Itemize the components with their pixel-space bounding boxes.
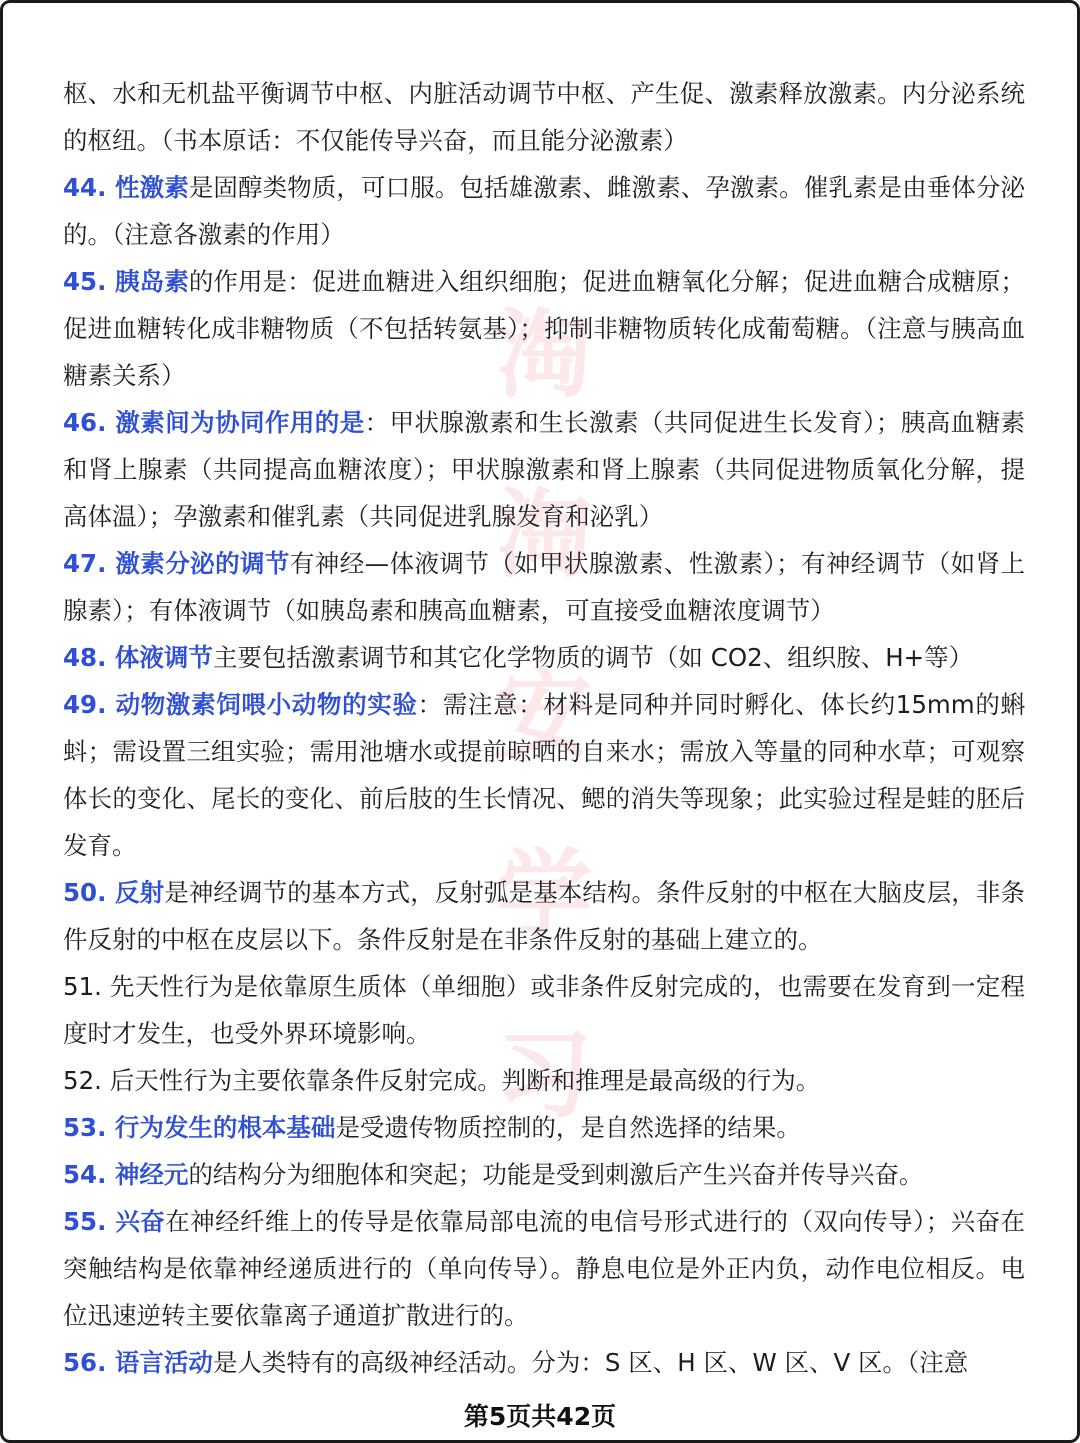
item-heading: 56. 语言活动	[63, 1348, 213, 1377]
item-heading: 47. 激素分泌的调节	[63, 549, 290, 578]
watermark-char: 学	[496, 838, 592, 951]
item-text: 的作用是：促进血糖进入组织细胞；促进血糖氧化分解；促进血糖合成糖原；促进血糖转化成非糖物质（不包括转氨基）；抑制非糖物质转化成葡萄糖。（注意与胰高血糖素关系）	[63, 267, 1026, 390]
paragraph-item-54	[63, 1151, 1025, 1198]
item-text: 51. 先天性行为是依靠原生质体（单细胞）或非条件反射完成的，也需要在发育到一定程度时才发生，也受外界环境影响。	[63, 972, 1025, 1048]
paragraph-item-45	[63, 258, 1025, 399]
watermark-char: 淘	[496, 298, 592, 411]
item-text: 是受遗传物质控制的，是自然选择的结果。	[335, 1113, 801, 1142]
paragraph-continuation	[63, 70, 1025, 164]
item-text: 是神经调节的基本方式，反射弧是基本结构。条件反射的中枢在大脑皮层，非条件反射的中枢在皮层以下。条件反射是在非条件反射的基础上建立的。	[63, 878, 1026, 954]
paragraph-item-46	[63, 399, 1025, 540]
paragraph-item-56	[63, 1339, 1025, 1386]
page-number: 第5页共42页	[463, 1402, 617, 1431]
item-heading: 46. 激素间为协同作用的是	[63, 408, 365, 437]
watermark-char: 淘	[496, 478, 592, 591]
paragraph-item-53	[63, 1104, 1025, 1151]
item-heading: 45. 胰岛素	[63, 267, 189, 296]
item-text: ：甲状腺激素和生长激素（共同促进生长发育）；胰高血糖素和肾上腺素（共同提高血糖浓度）；甲状腺激素和肾上腺素（共同促进物质氧化分解，提高体温）；孕激素和催乳素（共同促进乳腺发育和泌乳）	[63, 408, 1025, 531]
paragraph-item-51	[63, 963, 1025, 1057]
item-text: ：需注意：材料是同种并同时孵化、体长约15mm的蝌蚪；需设置三组实验；需用池塘水或提前晾晒的自来水；需放入等量的同种水草；可观察体长的变化、尾长的变化、前后肢的生长情况、鳃的消失等现象；此实验过程是蛙的胚后发育。	[63, 690, 1025, 860]
document-body	[63, 70, 1025, 1386]
item-text: 有神经—体液调节（如甲状腺激素、性激素）；有神经调节（如肾上腺素）；有体液调节（如胰岛素和胰高血糖素，可直接受血糖浓度调节）	[63, 549, 1025, 625]
item-heading: 49. 动物激素饲喂小动物的实验	[63, 690, 418, 719]
item-heading: 50. 反射	[63, 878, 165, 907]
paragraph-item-48	[63, 634, 1025, 681]
paragraph-item-44	[63, 164, 1025, 258]
item-heading: 53. 行为发生的根本基础	[63, 1113, 336, 1142]
watermark-char: 安	[496, 658, 592, 771]
paragraph-item-50	[63, 869, 1025, 963]
item-heading: 44. 性激素	[63, 173, 189, 202]
item-text: 枢、水和无机盐平衡调节中枢、内脏活动调节中枢、产生促、激素释放激素。内分泌系统的枢纽。（书本原话：不仅能传导兴奋，而且能分泌激素）	[63, 79, 1025, 155]
paragraph-item-52	[63, 1057, 1025, 1104]
paragraph-item-49	[63, 681, 1025, 869]
paragraph-item-55	[63, 1198, 1025, 1339]
item-text: 52. 后天性行为主要依靠条件反射完成。判断和推理是最高级的行为。	[63, 1066, 821, 1095]
item-heading: 48. 体液调节	[63, 643, 213, 672]
item-text: 是人类特有的高级神经活动。分为：S 区、H 区、W 区、V 区。（注意	[212, 1348, 969, 1377]
item-text: 在神经纤维上的传导是依靠局部电流的电信号形式进行的（双向传导）；兴奋在突触结构是依靠神经递质进行的（单向传导）。静息电位是外正内负，动作电位相反。电位迅速逆转主要依靠离子通道扩散进行的。	[63, 1207, 1025, 1330]
item-text: 是固醇类物质，可口服。包括雄激素、雌激素、孕激素。催乳素是由垂体分泌的。（注意各激素的作用）	[63, 173, 1026, 249]
item-heading: 54. 神经元	[63, 1160, 189, 1189]
item-text: 主要包括激素调节和其它化学物质的调节（如 CO2、组织胺、H+等）	[212, 643, 974, 672]
item-heading: 55. 兴奋	[63, 1207, 166, 1236]
paragraph-item-47	[63, 540, 1025, 634]
watermark-char: 习	[496, 1018, 592, 1131]
item-text: 的结构分为细胞体和突起；功能是受到刺激后产生兴奋并传导兴奋。	[188, 1160, 924, 1189]
